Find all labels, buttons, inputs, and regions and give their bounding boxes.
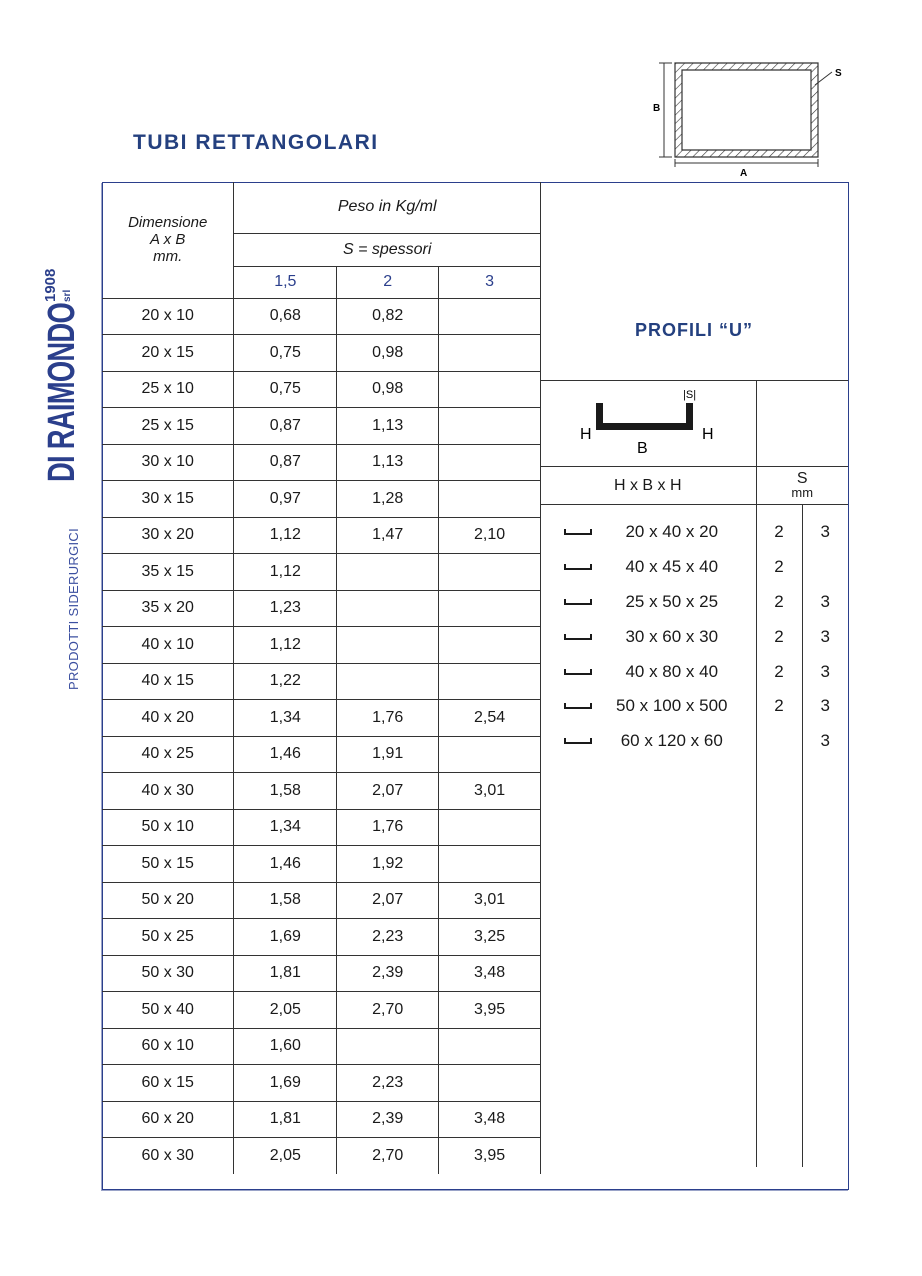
weight-cell: 1,46 — [234, 736, 337, 773]
profili-item — [540, 689, 756, 724]
profili-diagram-row — [540, 381, 848, 467]
dimension-header-line-2: A x B — [150, 231, 186, 249]
table-row — [102, 408, 541, 445]
tube-section-diagram — [650, 55, 850, 180]
profili-table — [540, 380, 848, 1167]
weight-cell — [337, 590, 439, 627]
dimension-cell: 50 x 40 — [102, 992, 234, 1029]
weight-cell — [439, 371, 541, 408]
brand-suffix: srl — [62, 289, 73, 302]
dimension-cell: 50 x 15 — [102, 846, 234, 883]
weight-cell: 0,98 — [337, 371, 439, 408]
profili-thickness: 2 — [774, 522, 784, 542]
table-row — [102, 627, 541, 664]
weight-cell: 0,97 — [234, 481, 337, 518]
weight-cell — [439, 809, 541, 846]
weight-cell — [439, 554, 541, 591]
weight-cell: 0,87 — [234, 444, 337, 481]
profili-thickness: 3 — [820, 522, 830, 542]
profili-item — [540, 654, 756, 689]
dimension-cell: 40 x 20 — [102, 700, 234, 737]
weight-cell: 1,58 — [234, 882, 337, 919]
weight-cell: 2,70 — [337, 1138, 439, 1175]
dimension-cell: 30 x 10 — [102, 444, 234, 481]
u-channel-icon — [564, 669, 592, 675]
weight-cell: 1,91 — [337, 736, 439, 773]
table-row — [102, 992, 541, 1029]
u-label-b: B — [636, 440, 648, 457]
profili-thickness: 2 — [774, 591, 784, 611]
u-label-h-right: H — [701, 426, 714, 443]
weight-cell: 1,60 — [234, 1028, 337, 1065]
profili-thickness: 2 — [774, 557, 784, 577]
weight-cell: 1,69 — [234, 919, 337, 956]
profili-thickness: 2 — [774, 626, 784, 646]
dimension-cell: 50 x 30 — [102, 955, 234, 992]
table-row — [102, 1065, 541, 1102]
u-profile-diagram-cell — [540, 381, 756, 467]
weight-cell — [439, 444, 541, 481]
weight-cell: 1,13 — [337, 408, 439, 445]
weight-cell: 3,48 — [439, 955, 541, 992]
dimension-cell: 40 x 30 — [102, 773, 234, 810]
u-profile-empty-cell — [756, 381, 848, 467]
table-row — [102, 882, 541, 919]
u-channel-icon — [564, 564, 592, 570]
profili-dim: 60 x 120 x 60 — [620, 731, 723, 751]
label-a: A — [740, 168, 748, 179]
profili-thickness: 3 — [820, 591, 830, 611]
weight-cell: 2,07 — [337, 882, 439, 919]
weight-cell — [337, 627, 439, 664]
weight-cell: 3,01 — [439, 882, 541, 919]
profili-header-row — [540, 467, 848, 505]
profili-thickness: 3 — [820, 696, 830, 716]
table-row — [102, 846, 541, 883]
tagline-text: PRODOTTI SIDERURGICI — [66, 527, 81, 690]
weight-cell: 2,39 — [337, 955, 439, 992]
dimension-cell: 25 x 10 — [102, 371, 234, 408]
profili-thickness: 2 — [774, 661, 784, 681]
header-row-1 — [102, 182, 541, 233]
weight-table-body — [102, 298, 541, 1174]
profili-thickness — [803, 550, 849, 585]
table-row — [102, 1138, 541, 1175]
weight-cell: 2,07 — [337, 773, 439, 810]
dimension-cell: 40 x 15 — [102, 663, 234, 700]
table-row — [102, 773, 541, 810]
profili-thickness: 2 — [774, 696, 784, 716]
dimension-cell: 50 x 20 — [102, 882, 234, 919]
brand-year: 1908 — [42, 268, 59, 302]
weight-cell: 3,48 — [439, 1101, 541, 1138]
u-label-s: |S| — [682, 389, 696, 401]
table-row — [102, 298, 541, 335]
weight-cell: 1,58 — [234, 773, 337, 810]
profili-s1-cell — [756, 505, 802, 1168]
weight-cell — [439, 846, 541, 883]
profili-dims-list — [540, 505, 756, 759]
weight-cell: 1,28 — [337, 481, 439, 518]
dimension-header-line-3: mm. — [153, 248, 183, 266]
u-channel-icon — [564, 738, 592, 744]
weight-cell: 2,54 — [439, 700, 541, 737]
profili-title: PROFILI “U” — [635, 320, 753, 340]
weight-cell: 1,12 — [234, 554, 337, 591]
dimension-header — [102, 182, 234, 298]
weight-cell: 1,76 — [337, 700, 439, 737]
weight-cell: 1,92 — [337, 846, 439, 883]
weight-cell: 1,12 — [234, 627, 337, 664]
u-label-h-left: H — [579, 426, 592, 443]
weight-cell: 1,13 — [337, 444, 439, 481]
table-row — [102, 1028, 541, 1065]
weight-cell — [439, 408, 541, 445]
weight-cell: 2,23 — [337, 919, 439, 956]
page-title: TUBI RETTANGOLARI — [133, 131, 379, 154]
profili-dims-cell — [540, 505, 756, 1168]
profili-thickness — [757, 724, 802, 759]
weight-cell — [439, 590, 541, 627]
u-profile-diagram — [563, 381, 733, 461]
weight-cell: 1,34 — [234, 700, 337, 737]
table-row — [102, 919, 541, 956]
weight-cell: 2,05 — [234, 992, 337, 1029]
weight-cell: 1,47 — [337, 517, 439, 554]
table-row — [102, 663, 541, 700]
profili-dim: 20 x 40 x 20 — [625, 522, 719, 542]
weight-cell — [337, 663, 439, 700]
profili-item — [540, 515, 756, 550]
weight-cell: 1,81 — [234, 1101, 337, 1138]
dimension-cell: 35 x 20 — [102, 590, 234, 627]
label-s: S — [835, 68, 842, 79]
table-row — [102, 590, 541, 627]
thickness-1: 1,5 — [234, 266, 337, 298]
dimension-cell: 30 x 20 — [102, 517, 234, 554]
weight-cell — [439, 481, 541, 518]
profili-s2-cell — [802, 505, 848, 1168]
profili-dim: 40 x 80 x 40 — [625, 661, 719, 681]
weight-cell: 1,69 — [234, 1065, 337, 1102]
dimension-cell: 40 x 10 — [102, 627, 234, 664]
weight-table — [102, 182, 541, 1174]
profili-s-label: S — [796, 469, 808, 487]
weight-cell: 1,12 — [234, 517, 337, 554]
profili-thickness: 3 — [820, 661, 830, 681]
dimension-cell: 35 x 15 — [102, 554, 234, 591]
dimension-cell: 60 x 20 — [102, 1101, 234, 1138]
table-row — [102, 809, 541, 846]
thickness-header: S = spessori — [234, 233, 541, 266]
weight-cell: 0,75 — [234, 335, 337, 372]
dimension-cell: 25 x 15 — [102, 408, 234, 445]
label-b: B — [653, 103, 661, 114]
profili-thickness: 3 — [820, 731, 830, 751]
table-row — [102, 736, 541, 773]
weight-cell: 1,81 — [234, 955, 337, 992]
thickness-3: 3 — [439, 266, 541, 298]
weight-cell: 2,05 — [234, 1138, 337, 1175]
weight-cell: 2,70 — [337, 992, 439, 1029]
weight-cell: 0,68 — [234, 298, 337, 335]
thickness-2: 2 — [337, 266, 439, 298]
table-row — [102, 517, 541, 554]
weight-cell — [439, 335, 541, 372]
dimension-cell: 50 x 25 — [102, 919, 234, 956]
u-channel-icon — [564, 529, 592, 535]
dimension-cell: 60 x 15 — [102, 1065, 234, 1102]
profili-item — [540, 724, 756, 759]
brand-logo — [42, 232, 82, 482]
weight-cell: 0,98 — [337, 335, 439, 372]
profili-s2-list — [803, 505, 849, 759]
u-channel-icon — [564, 599, 592, 605]
weight-cell: 3,95 — [439, 992, 541, 1029]
dimension-cell: 60 x 10 — [102, 1028, 234, 1065]
table-row — [102, 444, 541, 481]
weight-cell: 1,76 — [337, 809, 439, 846]
weight-cell: 0,75 — [234, 371, 337, 408]
profili-s-unit: mm — [791, 484, 814, 500]
weight-cell: 1,22 — [234, 663, 337, 700]
weight-cell: 3,95 — [439, 1138, 541, 1175]
profili-dim-header: H x B x H — [540, 467, 756, 505]
profili-dim: 40 x 45 x 40 — [625, 557, 719, 577]
profili-item — [540, 585, 756, 620]
profili-thickness: 3 — [820, 626, 830, 646]
profili-s1-list — [757, 505, 802, 759]
weight-cell — [439, 298, 541, 335]
profili-body-row — [540, 505, 848, 1168]
weight-cell — [337, 554, 439, 591]
dimension-cell: 30 x 15 — [102, 481, 234, 518]
table-row — [102, 955, 541, 992]
profili-item — [540, 619, 756, 654]
profili-dim: 25 x 50 x 25 — [625, 591, 719, 611]
weight-cell: 1,46 — [234, 846, 337, 883]
table-row — [102, 335, 541, 372]
dimension-header-line-1: Dimensione — [128, 214, 208, 232]
profili-dim: 30 x 60 x 30 — [625, 626, 719, 646]
dimension-cell: 50 x 10 — [102, 809, 234, 846]
brand-name: DI RAIMONDO — [41, 302, 83, 482]
weight-cell: 1,23 — [234, 590, 337, 627]
profili-s-header — [756, 467, 848, 505]
weight-cell: 2,39 — [337, 1101, 439, 1138]
weight-cell: 1,34 — [234, 809, 337, 846]
table-row — [102, 1101, 541, 1138]
weight-cell — [439, 663, 541, 700]
dimension-cell: 60 x 30 — [102, 1138, 234, 1175]
weight-cell: 2,23 — [337, 1065, 439, 1102]
dimension-cell: 20 x 10 — [102, 298, 234, 335]
dimension-cell: 40 x 25 — [102, 736, 234, 773]
weight-header: Peso in Kg/ml — [234, 182, 541, 233]
dimension-cell: 20 x 15 — [102, 335, 234, 372]
table-row — [102, 700, 541, 737]
weight-cell — [439, 1065, 541, 1102]
u-channel-icon — [564, 634, 592, 640]
u-channel-icon — [564, 703, 592, 709]
weight-cell: 2,10 — [439, 517, 541, 554]
table-row — [102, 371, 541, 408]
weight-cell — [439, 1028, 541, 1065]
table-row — [102, 554, 541, 591]
weight-cell — [439, 736, 541, 773]
weight-cell — [439, 627, 541, 664]
weight-cell: 3,01 — [439, 773, 541, 810]
profili-dim: 50 x 100 x 500 — [615, 696, 728, 716]
weight-cell: 0,82 — [337, 298, 439, 335]
brand-tagline — [64, 510, 84, 690]
weight-cell — [337, 1028, 439, 1065]
profili-item — [540, 550, 756, 585]
weight-cell: 0,87 — [234, 408, 337, 445]
weight-cell: 3,25 — [439, 919, 541, 956]
table-row — [102, 481, 541, 518]
